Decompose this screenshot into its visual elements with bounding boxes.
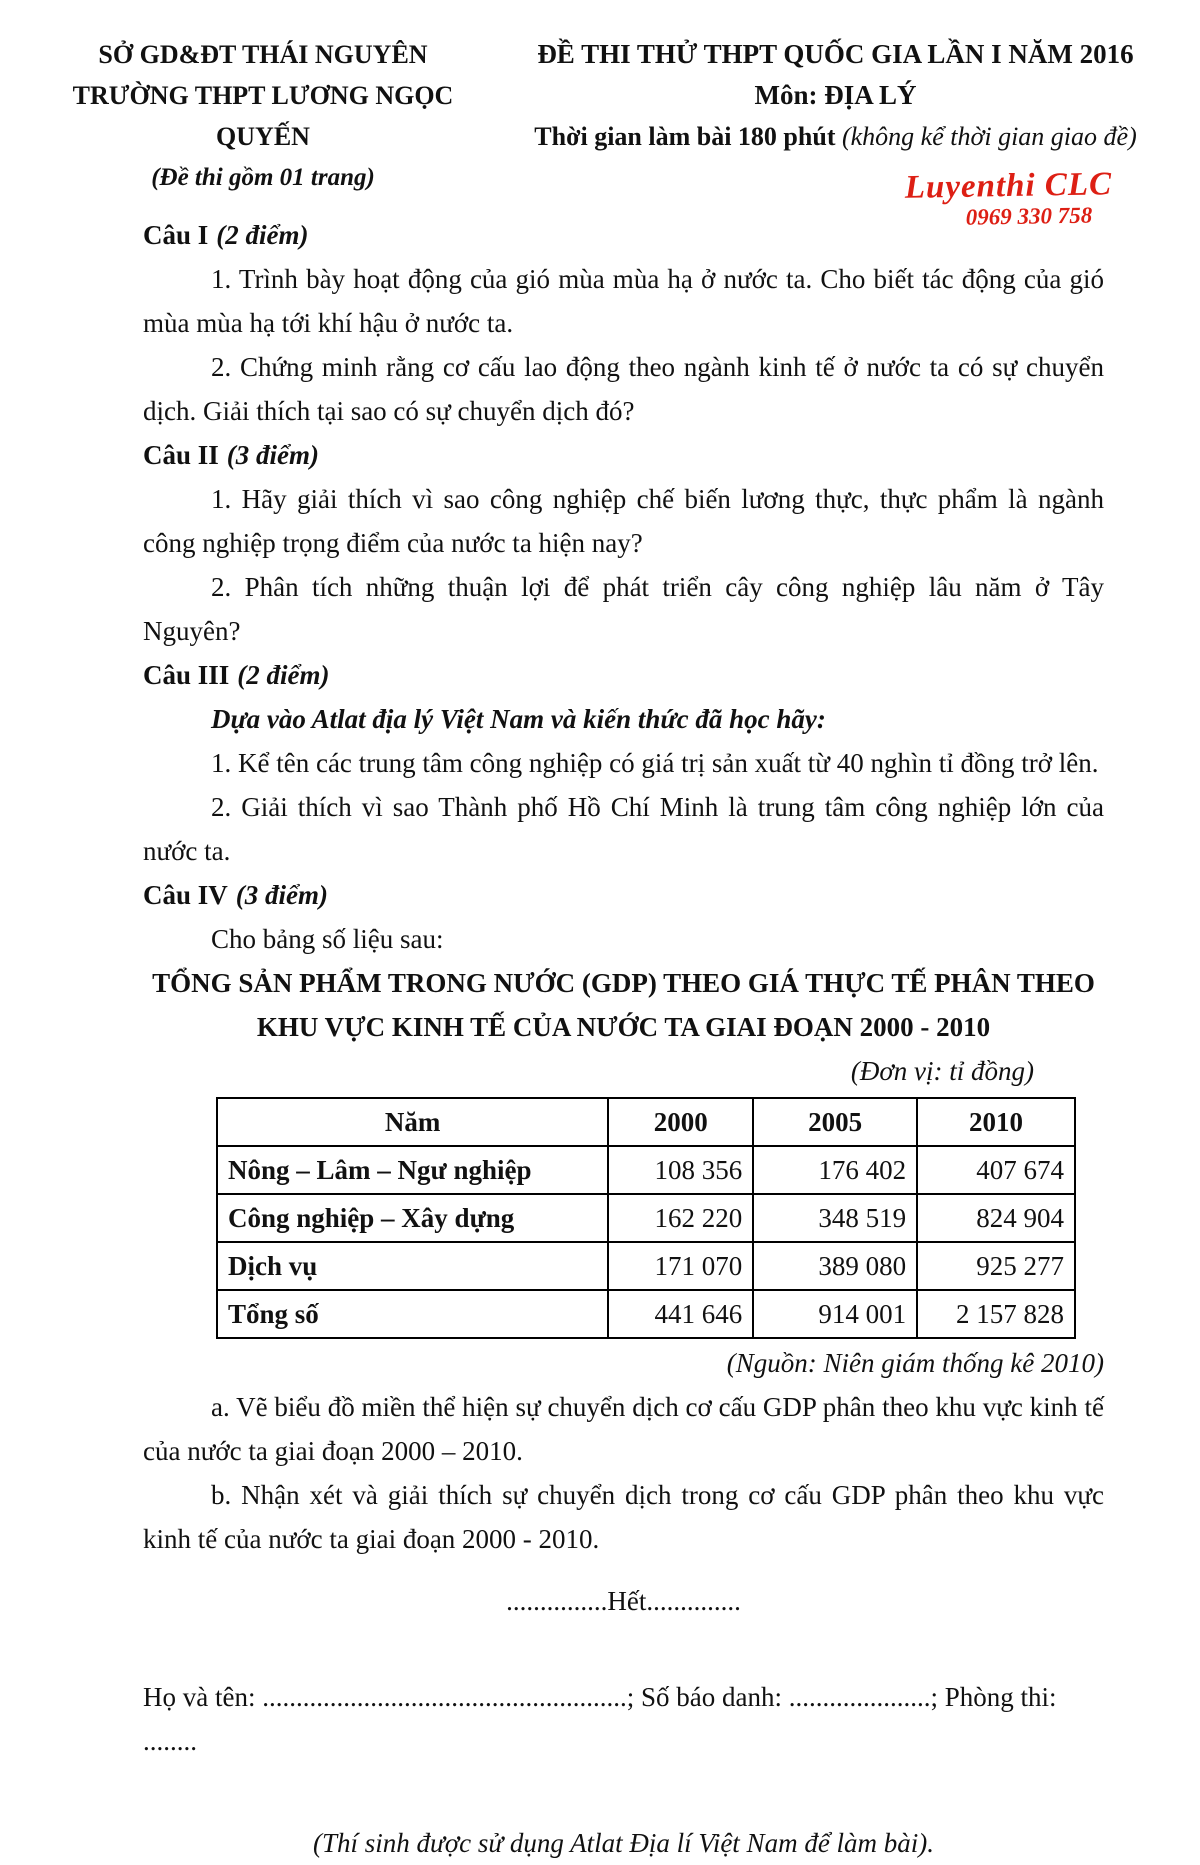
table-row-services xyxy=(217,1242,1075,1290)
school-name: TRƯỜNG THPT LƯƠNG NGỌC QUYẾN xyxy=(72,81,454,151)
question-1-item-1: 1. Trình bày hoạt động của gió mùa mùa hạ ở nước ta. Cho biết tác động của gió mùa mùa hạ tới khí hậu ở nước ta. xyxy=(143,264,1104,338)
industry-2000: 162 220 xyxy=(608,1194,753,1242)
table-title: TỔNG SẢN PHẨM TRONG NƯỚC (GDP) THEO GIÁ THỰC TẾ PHÂN THEO KHU VỰC KINH TẾ CỦA NƯỚC TA GIAI ĐOẠN 2000 - 2010 xyxy=(152,968,1095,1042)
total-2005: 914 001 xyxy=(753,1290,917,1338)
agriculture-2010: 407 674 xyxy=(917,1146,1075,1194)
services-2010: 925 277 xyxy=(917,1242,1075,1290)
pages-note: (Đề thi gồm 01 trang) xyxy=(151,164,375,191)
question-3-heading xyxy=(143,653,1104,697)
table-source-note: (Nguồn: Niên giám thống kê 2010) xyxy=(726,1348,1104,1378)
total-2010: 2 157 828 xyxy=(917,1290,1075,1338)
row-label-industry: Công nghiệp – Xây dựng xyxy=(217,1194,608,1242)
exam-subject: Môn: ĐỊA LÝ xyxy=(754,80,917,110)
duration-note: (không kể thời gian giao đề) xyxy=(835,122,1137,151)
question-2-item-1: 1. Hãy giải thích vì sao công nghiệp chế biến lương thực, thực phẩm là ngành công nghiệp trọng điểm của nước ta hiện nay? xyxy=(143,484,1104,558)
services-2005: 389 080 xyxy=(753,1242,917,1290)
table-row-industry xyxy=(217,1194,1075,1242)
table-row-total xyxy=(217,1290,1075,1338)
gdp-data-table xyxy=(216,1097,1076,1339)
row-label-services: Dịch vụ xyxy=(217,1242,608,1290)
table-header-2000: 2000 xyxy=(608,1098,753,1146)
question-2-item-2: 2. Phân tích những thuận lợi để phát triển cây công nghiệp lâu năm ở Tây Nguyên? xyxy=(143,572,1104,646)
table-unit-note: (Đơn vị: tỉ đồng) xyxy=(850,1056,1034,1086)
atlas-permission-note: (Thí sinh được sử dụng Atlat Địa lí Việt Nam để làm bài). xyxy=(312,1828,935,1858)
table-header-2010: 2010 xyxy=(917,1098,1075,1146)
question-3-item-2: 2. Giải thích vì sao Thành phố Hồ Chí Minh là trung tâm công nghiệp lớn của nước ta. xyxy=(143,792,1104,866)
question-2-points: (3 điểm) xyxy=(226,440,320,470)
stamp-brand-text: Luyenthi CLC xyxy=(904,166,1113,206)
task-b: b. Nhận xét và giải thích sự chuyển dịch trong cơ cấu GDP phân theo khu vực kinh tế của nước ta giai đoạn 2000 - 2010. xyxy=(143,1480,1104,1554)
question-2-heading xyxy=(143,433,1104,477)
task-a: a. Vẽ biểu đồ miền thể hiện sự chuyển dịch cơ cấu GDP phân theo khu vực kinh tế của nước ta giai đoạn 2000 – 2010. xyxy=(143,1392,1104,1466)
services-2000: 171 070 xyxy=(608,1242,753,1290)
end-of-exam-marker: ...............Hết.............. xyxy=(506,1586,741,1616)
header-left-block xyxy=(58,34,468,199)
total-2000: 441 646 xyxy=(608,1290,753,1338)
question-2-label: Câu II xyxy=(143,440,219,470)
question-3-label: Câu III xyxy=(143,660,230,690)
table-header-row xyxy=(217,1098,1075,1146)
agriculture-2005: 176 402 xyxy=(753,1146,917,1194)
candidate-info-line: Họ và tên: ......................................................; Số báo danh: .....................; Phòng thi: ........ xyxy=(143,1682,1057,1756)
question-4-label: Câu IV xyxy=(143,880,228,910)
exam-body xyxy=(0,199,1200,1865)
duration-text: Thời gian làm bài 180 phút xyxy=(534,122,836,151)
question-4-intro: Cho bảng số liệu sau: xyxy=(211,924,444,954)
stamp-phone-number: 0969 330 758 xyxy=(965,202,1093,230)
question-4-points: (3 điểm) xyxy=(235,880,329,910)
row-label-agriculture: Nông – Lâm – Ngư nghiệp xyxy=(217,1146,608,1194)
table-row-agriculture xyxy=(217,1146,1075,1194)
exam-title: ĐỀ THI THỬ THPT QUỐC GIA LẦN I NĂM 2016 xyxy=(537,39,1134,69)
question-1-label: Câu I xyxy=(143,220,209,250)
question-1-points: (2 điểm) xyxy=(216,220,309,250)
question-3-points: (2 điểm) xyxy=(237,660,330,690)
table-header-2005: 2005 xyxy=(753,1098,917,1146)
industry-2005: 348 519 xyxy=(753,1194,917,1242)
luyenthi-clc-stamp xyxy=(904,168,1112,230)
industry-2010: 824 904 xyxy=(917,1194,1075,1242)
exam-duration xyxy=(503,116,1168,158)
question-3-item-1: 1. Kể tên các trung tâm công nghiệp có giá trị sản xuất từ 40 nghìn tỉ đồng trở lên. xyxy=(211,748,1099,778)
table-header-year: Năm xyxy=(217,1098,608,1146)
agriculture-2000: 108 356 xyxy=(608,1146,753,1194)
question-4-heading xyxy=(143,873,1104,917)
row-label-total: Tổng số xyxy=(217,1290,608,1338)
department-name: SỞ GD&ĐT THÁI NGUYÊN xyxy=(98,40,428,69)
question-1-item-2: 2. Chứng minh rằng cơ cấu lao động theo ngành kinh tế ở nước ta có sự chuyển dịch. Giải thích tại sao có sự chuyển dịch đó? xyxy=(143,352,1104,426)
question-3-intro: Dựa vào Atlat địa lý Việt Nam và kiến thức đã học hãy: xyxy=(211,704,826,734)
